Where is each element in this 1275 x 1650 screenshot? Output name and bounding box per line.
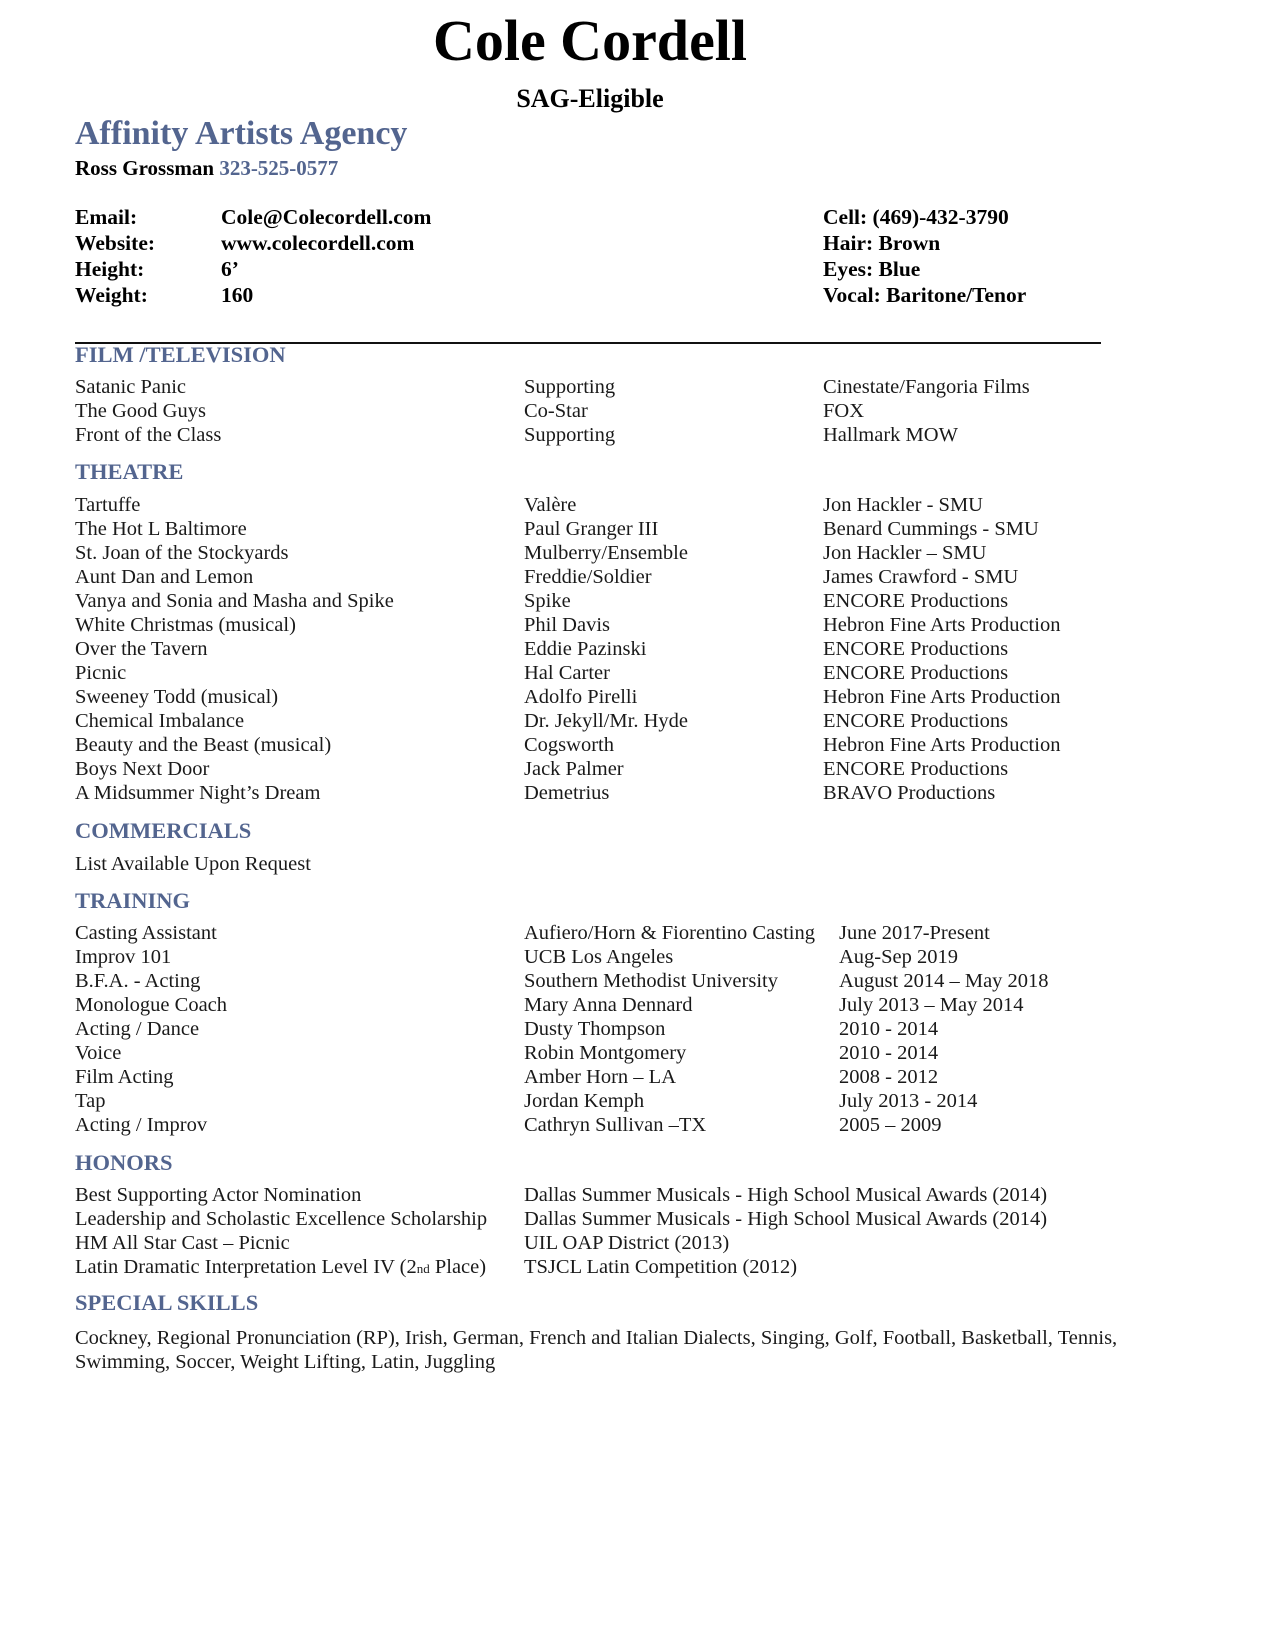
section-film-television: FILM /TELEVISION (75, 342, 286, 367)
commercials-note: List Available Upon Request (75, 853, 311, 875)
honor-row (0, 1184, 1275, 1208)
credit-company: BRAVO Productions (823, 782, 996, 804)
agent-line (75, 156, 338, 181)
hair-color: Hair: Brown (823, 231, 941, 255)
credit-company: Jon Hackler - SMU (823, 494, 983, 516)
training-dates: June 2017-Present (839, 922, 990, 944)
credit-role: Adolfo Pirelli (524, 686, 638, 708)
training-teacher: Robin Montgomery (524, 1042, 687, 1064)
commercials-row (0, 853, 1275, 877)
actor-name: Cole Cordell (432, 8, 748, 73)
training-course: Acting / Improv (75, 1114, 208, 1136)
honor-source: Dallas Summer Musicals - High School Musical Awards (2014) (524, 1208, 1048, 1230)
training-course: Voice (75, 1042, 122, 1064)
credit-row (0, 710, 1275, 734)
honor-row (0, 1232, 1275, 1256)
credit-role: Co-Star (524, 400, 588, 422)
training-course: Improv 101 (75, 946, 172, 968)
credit-title: Boys Next Door (75, 758, 210, 780)
section-honors: HONORS (75, 1150, 173, 1175)
honor-name: HM All Star Cast – Picnic (75, 1232, 290, 1254)
credit-row (0, 566, 1275, 590)
credit-company: ENCORE Productions (823, 590, 1009, 612)
credit-role: Dr. Jekyll/Mr. Hyde (524, 710, 688, 732)
credit-company: Cinestate/Fangoria Films (823, 376, 1030, 398)
height-value: 6’ (221, 257, 239, 281)
credit-row (0, 494, 1275, 518)
credit-role: Hal Carter (524, 662, 610, 684)
weight-label: Weight: (75, 283, 148, 307)
special-skills-text: Cockney, Regional Pronunciation (RP), Irish, German, French and Italian Dialects, Singing, Golf, Football, Basketball, Tennis, Swimming, Soccer, Weight Lifting, Latin, Juggling (75, 1327, 1118, 1373)
training-row (0, 1114, 1275, 1138)
credit-title: Aunt Dan and Lemon (75, 566, 254, 588)
training-row (0, 970, 1275, 994)
cell-phone[interactable]: Cell: (469)-432-3790 (823, 205, 1009, 229)
credit-row (0, 614, 1275, 638)
credit-role: Demetrius (524, 782, 610, 804)
height-label: Height: (75, 257, 145, 281)
credit-title: Satanic Panic (75, 376, 187, 398)
credit-role: Freddie/Soldier (524, 566, 652, 588)
credit-role: Supporting (524, 424, 616, 446)
agent-phone[interactable]: 323-525-0577 (219, 156, 339, 180)
training-row (0, 1018, 1275, 1042)
training-dates: 2005 – 2009 (839, 1114, 942, 1136)
training-row (0, 1090, 1275, 1114)
credit-row (0, 376, 1275, 400)
training-course: Casting Assistant (75, 922, 217, 944)
section-special-skills: SPECIAL SKILLS (75, 1290, 259, 1315)
training-dates: 2008 - 2012 (839, 1066, 939, 1088)
credit-title: White Christmas (musical) (75, 614, 296, 636)
credit-title: Front of the Class (75, 424, 222, 446)
credit-title: The Hot L Baltimore (75, 518, 247, 540)
training-dates: August 2014 – May 2018 (839, 970, 1049, 992)
credit-row (0, 662, 1275, 686)
credit-title: Over the Tavern (75, 638, 208, 660)
credit-title: Tartuffe (75, 494, 141, 516)
training-dates: 2010 - 2014 (839, 1042, 939, 1064)
section-training: TRAINING (75, 888, 191, 913)
credit-company: ENCORE Productions (823, 638, 1009, 660)
section-commercials: COMMERCIALS (75, 818, 252, 843)
weight-value: 160 (221, 283, 254, 307)
training-course: Acting / Dance (75, 1018, 200, 1040)
honor-row (0, 1208, 1275, 1232)
website-value[interactable]: www.colecordell.com (221, 231, 415, 255)
credit-company: ENCORE Productions (823, 662, 1009, 684)
training-teacher: Aufiero/Horn & Fiorentino Casting (524, 922, 815, 944)
honor-name (75, 1256, 486, 1279)
credit-row (0, 542, 1275, 566)
training-row (0, 994, 1275, 1018)
credit-role: Valère (524, 494, 577, 516)
credit-title: Vanya and Sonia and Masha and Spike (75, 590, 394, 612)
honor-name-part: Latin Dramatic Interpretation Level IV (2 (75, 1256, 417, 1278)
training-teacher: Southern Methodist University (524, 970, 778, 992)
credit-row (0, 400, 1275, 424)
credit-row (0, 686, 1275, 710)
training-dates: Aug-Sep 2019 (839, 946, 959, 968)
agency-name: Affinity Artists Agency (75, 115, 408, 152)
credit-row (0, 424, 1275, 448)
training-teacher: Mary Anna Dennard (524, 994, 693, 1016)
credit-row (0, 638, 1275, 662)
credit-company: Hebron Fine Arts Production (823, 686, 1061, 708)
credit-company: ENCORE Productions (823, 758, 1009, 780)
training-row (0, 946, 1275, 970)
credit-company: Hallmark MOW (823, 424, 958, 446)
credit-role: Paul Granger III (524, 518, 659, 540)
credit-company: Hebron Fine Arts Production (823, 614, 1061, 636)
credit-title: The Good Guys (75, 400, 206, 422)
credit-company: Jon Hackler – SMU (823, 542, 987, 564)
honor-name: Best Supporting Actor Nomination (75, 1184, 362, 1206)
honor-name-part: Place) (429, 1256, 487, 1278)
credit-row (0, 518, 1275, 542)
website-label: Website: (75, 231, 156, 255)
credit-role: Spike (524, 590, 571, 612)
credit-company: Benard Cummings - SMU (823, 518, 1039, 540)
honor-ordinal: nd (416, 1261, 430, 1276)
section-theatre: THEATRE (75, 459, 184, 484)
training-course: Tap (75, 1090, 106, 1112)
credit-title: St. Joan of the Stockyards (75, 542, 289, 564)
vocal-range: Vocal: Baritone/Tenor (823, 283, 1027, 307)
credit-row (0, 590, 1275, 614)
training-teacher: Cathryn Sullivan –TX (524, 1114, 707, 1136)
email-label: Email: (75, 205, 138, 229)
honor-row (0, 1256, 1275, 1280)
training-row (0, 1042, 1275, 1066)
credit-title: Chemical Imbalance (75, 710, 245, 732)
credit-role: Supporting (524, 376, 616, 398)
training-dates: 2010 - 2014 (839, 1018, 939, 1040)
honor-source: UIL OAP District (2013) (524, 1232, 730, 1254)
training-teacher: Jordan Kemph (524, 1090, 645, 1112)
credit-role: Cogsworth (524, 734, 614, 756)
honor-source: Dallas Summer Musicals - High School Musical Awards (2014) (524, 1184, 1048, 1206)
credit-title: Beauty and the Beast (musical) (75, 734, 332, 756)
training-teacher: UCB Los Angeles (524, 946, 674, 968)
credit-company: Hebron Fine Arts Production (823, 734, 1061, 756)
credit-title: Picnic (75, 662, 127, 684)
credit-company: James Crawford - SMU (823, 566, 1019, 588)
union-status: SAG-Eligible (516, 84, 664, 113)
training-row (0, 922, 1275, 946)
training-course: Film Acting (75, 1066, 174, 1088)
credit-role: Phil Davis (524, 614, 610, 636)
training-course: Monologue Coach (75, 994, 228, 1016)
credit-role: Jack Palmer (524, 758, 624, 780)
credit-role: Mulberry/Ensemble (524, 542, 688, 564)
honor-source: TSJCL Latin Competition (2012) (524, 1256, 798, 1278)
credit-row (0, 734, 1275, 758)
training-row (0, 1066, 1275, 1090)
training-dates: July 2013 - 2014 (839, 1090, 978, 1112)
honor-name: Leadership and Scholastic Excellence Scholarship (75, 1208, 488, 1230)
credit-role: Eddie Pazinski (524, 638, 647, 660)
credit-row (0, 758, 1275, 782)
credit-title: A Midsummer Night’s Dream (75, 782, 321, 804)
credit-row (0, 782, 1275, 806)
eye-color: Eyes: Blue (823, 257, 921, 281)
agent-name: Ross Grossman (75, 156, 215, 180)
email-value[interactable]: Cole@Colecordell.com (221, 205, 432, 229)
training-course: B.F.A. - Acting (75, 970, 201, 992)
credit-company: FOX (823, 400, 865, 422)
training-teacher: Amber Horn – LA (524, 1066, 677, 1088)
training-dates: July 2013 – May 2014 (839, 994, 1024, 1016)
credit-company: ENCORE Productions (823, 710, 1009, 732)
training-teacher: Dusty Thompson (524, 1018, 666, 1040)
credit-title: Sweeney Todd (musical) (75, 686, 279, 708)
